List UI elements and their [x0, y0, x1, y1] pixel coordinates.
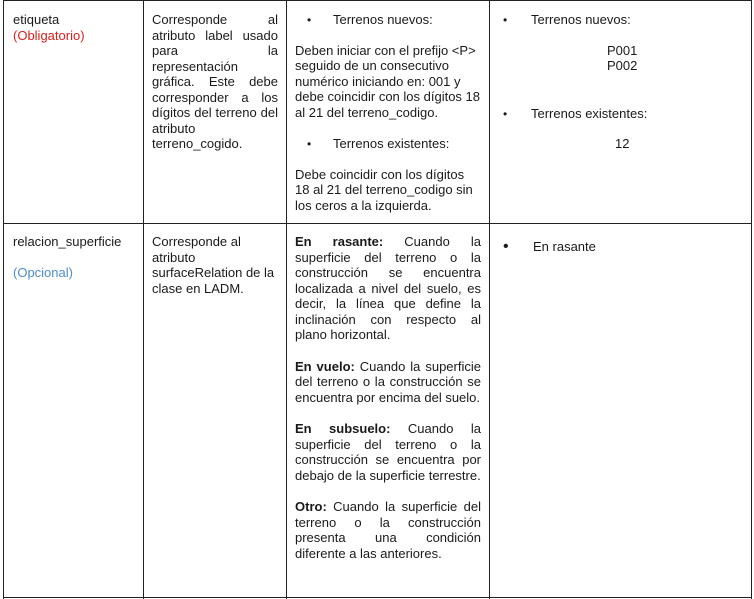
rule-term: En rasante: [295, 234, 384, 249]
list-item [497, 239, 742, 255]
rules-cell-etiqueta [295, 12, 480, 213]
rule-paragraph [295, 234, 481, 343]
example-value: P002 [607, 58, 638, 73]
bullet-icon: • [503, 106, 508, 121]
bullet-label: Terrenos nuevos: [333, 12, 433, 27]
attribute-description: Corresponde al atributo label usado para la representación gráfica. Este debe corresponder a los dígitos del terreno del atributo terreno_cogido. [152, 12, 278, 151]
column-divider-3 [489, 0, 490, 599]
bullet-icon: • [503, 238, 509, 255]
requirement-label: (Opcional) [13, 264, 73, 280]
rule-term: En vuelo: [295, 358, 355, 374]
rule-term: Otro: [295, 499, 327, 514]
example-value: 12 [615, 136, 630, 151]
examples-cell-etiqueta [497, 12, 742, 152]
attribute-name: etiqueta [13, 12, 60, 27]
attribute-name: relacion_superficie [13, 234, 122, 249]
rule-text: Cuando la superficie del terreno o la construcción presenta una condición diferente a las anteriores. [295, 499, 481, 561]
rule-text: Cuando la superficie del terreno o la construcción se encuentra por encima del suelo. [295, 358, 481, 405]
bullet-icon: • [307, 137, 312, 151]
rule-paragraph [295, 421, 481, 483]
bullet-icon: • [307, 13, 312, 27]
bullet-label: En rasante [533, 239, 596, 254]
bullet-icon: • [503, 13, 508, 27]
table-border-top [3, 0, 752, 1]
example-value: P001 [607, 42, 638, 58]
column-divider-2 [286, 0, 287, 599]
bullet-label: Terrenos existentes: [333, 136, 450, 151]
table-border-right [751, 0, 752, 599]
list-item [295, 136, 480, 153]
rule-text: Debe coincidir con los dígitos 18 al 21 del terreno_codigo sin los ceros a la izquierda. [295, 166, 473, 213]
list-item [295, 12, 480, 29]
table-row-etiqueta-name [13, 12, 138, 43]
requirement-label: (Obligatorio) [13, 27, 85, 43]
table-border-bottom [3, 597, 752, 598]
rule-text: Deben iniciar con el prefijo <P> seguido de un consecutivo numérico iniciando en: 001 y debe coincidir con los dígitos 18 al 21 del terreno_codigo. [295, 42, 481, 120]
example-values [497, 43, 742, 74]
list-item [497, 12, 742, 29]
rule-paragraph [295, 499, 481, 561]
rule-text: Cuando la superficie del terreno o la construcción se encuentra localizada a nivel del suelo, es decir, la línea que define la inclinación con respecto al plano horizontal. [295, 234, 481, 342]
examples-cell-relacion [497, 239, 742, 255]
attribute-description: Corresponde al atributo surfaceRelation de la clase en LADM. [152, 234, 275, 296]
rules-cell-relacion [295, 234, 481, 561]
table-border-left [3, 0, 4, 599]
table-row-relacion-name [13, 234, 141, 280]
rule-text: Cuando la superficie del terreno o la construcción se encuentra por debajo de la superficie terrestre. [295, 421, 481, 483]
rule-paragraph [295, 359, 481, 406]
rule-term: En subsuelo: [295, 421, 391, 436]
bullet-label: Terrenos nuevos: [531, 12, 631, 27]
row-divider [3, 223, 752, 224]
list-item [497, 106, 742, 123]
bullet-label: Terrenos existentes: [531, 105, 648, 121]
column-divider-1 [143, 0, 144, 599]
